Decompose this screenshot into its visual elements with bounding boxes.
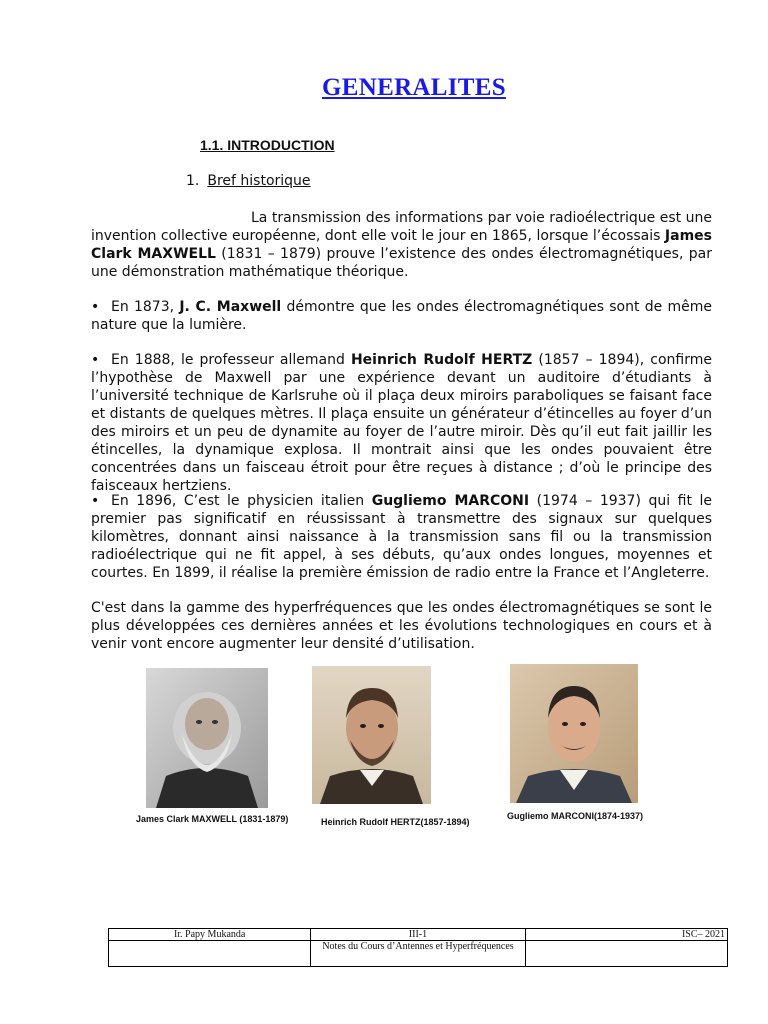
bullet-icon: •	[91, 493, 100, 509]
closing-paragraph: C'est dans la gamme des hyperfréquences que les ondes électromagnétiques se sont le plus développées ces dernières années et les évolutions technologiques en cours et à venir vont encore augmenter leur densité d’utilisation.	[91, 600, 712, 652]
hertz-portrait	[312, 666, 431, 804]
bullet-1896	[91, 492, 712, 582]
marconi-portrait	[510, 664, 638, 803]
jc-maxwell-name: J. C. Maxwell	[179, 299, 282, 315]
marconi-name: Gugliemo MARCONI	[371, 493, 530, 509]
hertz-caption: Heinrich Rudolf HERTZ(1857-1894)	[321, 817, 470, 827]
bullet-icon: •	[91, 352, 100, 368]
text-run: La transmission des informations par voie radioélectrique est une invention collective européenne, dont elle voit le jour en 1865, lorsque l’écossais	[91, 210, 712, 244]
footer-empty-cell	[109, 941, 311, 967]
footer-author: Ir. Papy Mukanda	[109, 929, 311, 941]
text-run: (1831 – 1879) prouve l’existence des ondes électromagnétiques, par une démonstration mathématique théorique.	[91, 246, 712, 280]
maxwell-name: James Clark MAXWELL	[91, 228, 712, 262]
text-run: démontre que les ondes électromagnétiques sont de même nature que la lumière.	[91, 299, 712, 333]
subsection-number: 1.	[186, 173, 200, 189]
page-footer-table	[108, 928, 728, 967]
bullet-icon: •	[91, 299, 100, 315]
footer-empty-cell	[525, 941, 727, 967]
footer-course-title: Notes du Cours d’Antennes et Hyperfréquences	[311, 941, 525, 967]
footer-page-number: III-1	[311, 929, 525, 941]
subsection-heading	[186, 173, 311, 189]
section-heading: 1.1. INTRODUCTION	[200, 137, 335, 153]
text-run: En 1896, C’est le physicien italien	[111, 493, 372, 509]
maxwell-caption: James Clark MAXWELL (1831-1879)	[136, 814, 289, 824]
footer-institution: ISC– 2021	[525, 929, 727, 941]
maxwell-portrait	[146, 668, 268, 808]
text-run: En 1873,	[111, 299, 180, 315]
page-title: GENERALITES	[322, 74, 506, 101]
subsection-label: Bref historique	[207, 173, 311, 189]
bullet-1888	[91, 351, 712, 495]
intro-paragraph	[91, 209, 712, 281]
hertz-name: Heinrich Rudolf HERTZ	[350, 352, 533, 368]
text-run: (1857 – 1894), confirme l’hypothèse de Maxwell par une expérience devant un auditoire d’étudiants à l’université technique de Karlsruhe où il plaça deux miroirs paraboliques se faisant face et distants de quelques mètres. Il plaça ensuite un générateur d’étincelles au foyer d’un des miroirs et un peu de dynamite au foyer de l’autre miroir. Dès qu’il eut fait jaillir les étincelles, la dynamique explosa. Il montrait ainsi que les ondes pouvaient être concentrées dans un faisceau étroit pour être reçues à distance ; d’où le principe des faisceaux hertziens.	[91, 352, 712, 494]
text-run: En 1888, le professeur allemand	[111, 352, 351, 368]
marconi-caption: Gugliemo MARCONI(1874-1937)	[507, 811, 644, 821]
bullet-1873	[91, 298, 712, 334]
text-run: (1974 – 1937) qui fit le premier pas significatif en réussissant à transmettre des signaux sur quelques kilomètres, donnant ainsi naissance à la transmission sans fil ou la transmission radioélectrique qui ne fit appel, à ses débuts, qu’aux ondes longues, moyennes et courtes. En 1899, il réalise la première émission de radio entre la France et l’Angleterre.	[91, 493, 713, 581]
